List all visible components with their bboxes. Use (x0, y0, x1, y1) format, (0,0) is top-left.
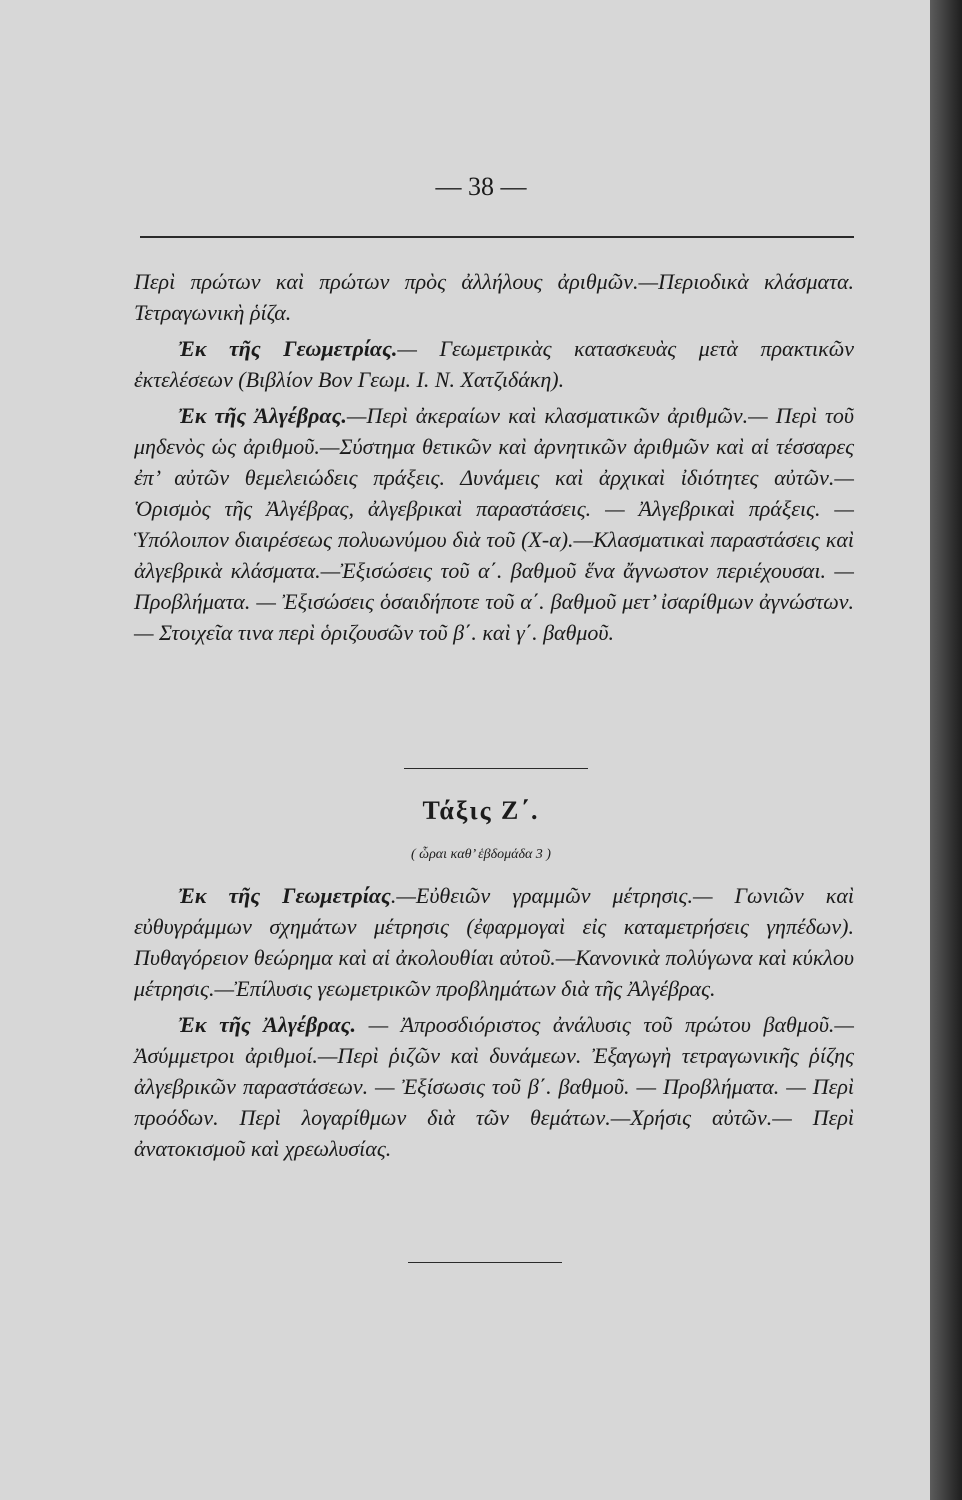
algebra-paragraph (134, 400, 854, 648)
bottom-divider (408, 1262, 562, 1263)
section-divider (404, 768, 588, 769)
arithmetic-text: Περὶ πρώτων καὶ πρώτων πρὸς ἀλλήλους ἀριθμῶν.—Περιοδικὰ κλάσματα. Τετραγωνικὴ ῥίζα. (134, 269, 854, 325)
geometry-text: — Γεωμετρικὰς κατασκευὰς μετὰ πρακτικῶν ἐκτελέσεων (Βιβλίον Βον Γεωμ. Ι. Ν. Χατζιδάκη). (134, 336, 854, 392)
section-subtitle: ( ὧραι καθ’ ἑβδομάδα 3 ) (411, 847, 551, 862)
page-number: — 38 — (435, 172, 527, 201)
algebra-heading: Ἐκ τῆς Ἀλγέβρας. (178, 403, 347, 428)
section-title: Τάξις Ζ΄. (422, 796, 540, 825)
curriculum-block-2 (134, 880, 854, 1164)
curriculum-block-1 (134, 266, 854, 648)
arithmetic-paragraph (134, 266, 854, 328)
geometry-heading-2: Ἐκ τῆς Γεωμετρίας (178, 883, 391, 908)
geometry-heading: Ἐκ τῆς Γεωμετρίας. (178, 336, 398, 361)
geometry-paragraph (134, 333, 854, 395)
algebra-heading-2: Ἐκ τῆς Ἀλγέβρας. (178, 1012, 356, 1037)
algebra-text-2: — Ἀπροσδιόριστος ἀνάλυσις τοῦ πρώτου βαθμοῦ.—Ἀσύμμετροι ἀριθμοί.—Περὶ ῥιζῶν καὶ δυνάμεων. Ἐξαγωγὴ τετραγωνικῆς ῥίζης ἀλγεβρικῶν παραστάσεων. — Ἐξίσωσις τοῦ β΄. βαθμοῦ. — Προβλήματα. — Περὶ προόδων. Περὶ λογαρίθμων διὰ τῶν θεμάτων.—Χρήσις αὐτῶν.— Περὶ ἀνατοκισμοῦ καὶ χρεωλυσίας. (134, 1012, 854, 1161)
book-edge (930, 0, 962, 1500)
header-rule (140, 236, 854, 238)
geometry-paragraph-2 (134, 880, 854, 1004)
geometry-text-2: .—Εὐθειῶν γραμμῶν μέτρησις.— Γωνιῶν καὶ εὐθυγράμμων σχημάτων μέτρησις (ἐφαρμογαὶ εἰς καταμετρήσεις γηπέδων). Πυθαγόρειον θεώρημα καὶ αἱ ἀκολουθίαι αὐτοῦ.—Κανονικὰ πολύγωνα καὶ κύκλου μέτρησις.—Ἐπίλυσις γεωμετρικῶν προβλημάτων διὰ τῆς Ἀλγέβρας. (134, 883, 854, 1001)
algebra-paragraph-2 (134, 1009, 854, 1164)
algebra-text: —Περὶ ἀκεραίων καὶ κλασματικῶν ἀριθμῶν.— Περὶ τοῦ μηδενὸς ὡς ἀριθμοῦ.—Σύστημα θετικῶν καὶ ἀρνητικῶν ἀριθμῶν καὶ αἱ τέσσαρες ἐπ’ αὐτῶν θεμελειώδεις πράξεις. Δυνάμεις καὶ ἀρχικαὶ ἰδιότητες αὐτῶν.— Ὁρισμὸς τῆς Ἀλγέβρας, ἀλγεβρικαὶ παραστάσεις. — Ἀλγεβρικαὶ πράξεις. — Ὑπόλοιπον διαιρέσεως πολυωνύμου διὰ τοῦ (Χ-α).—Κλασματικαὶ παραστάσεις καὶ ἀλγεβρικὰ κλάσματα.—Ἐξισώσεις τοῦ α΄. βαθμοῦ ἕνα ἄγνωστον περιέχουσαι. — Προβλήματα. — Ἐξισώσεις ὁσαιδήποτε τοῦ α΄. βαθμοῦ μετ’ ἰσαρίθμων ἀγνώστων.— Στοιχεῖα τινα περὶ ὁριζουσῶν τοῦ β΄. καὶ γ΄. βαθμοῦ. (134, 403, 854, 645)
